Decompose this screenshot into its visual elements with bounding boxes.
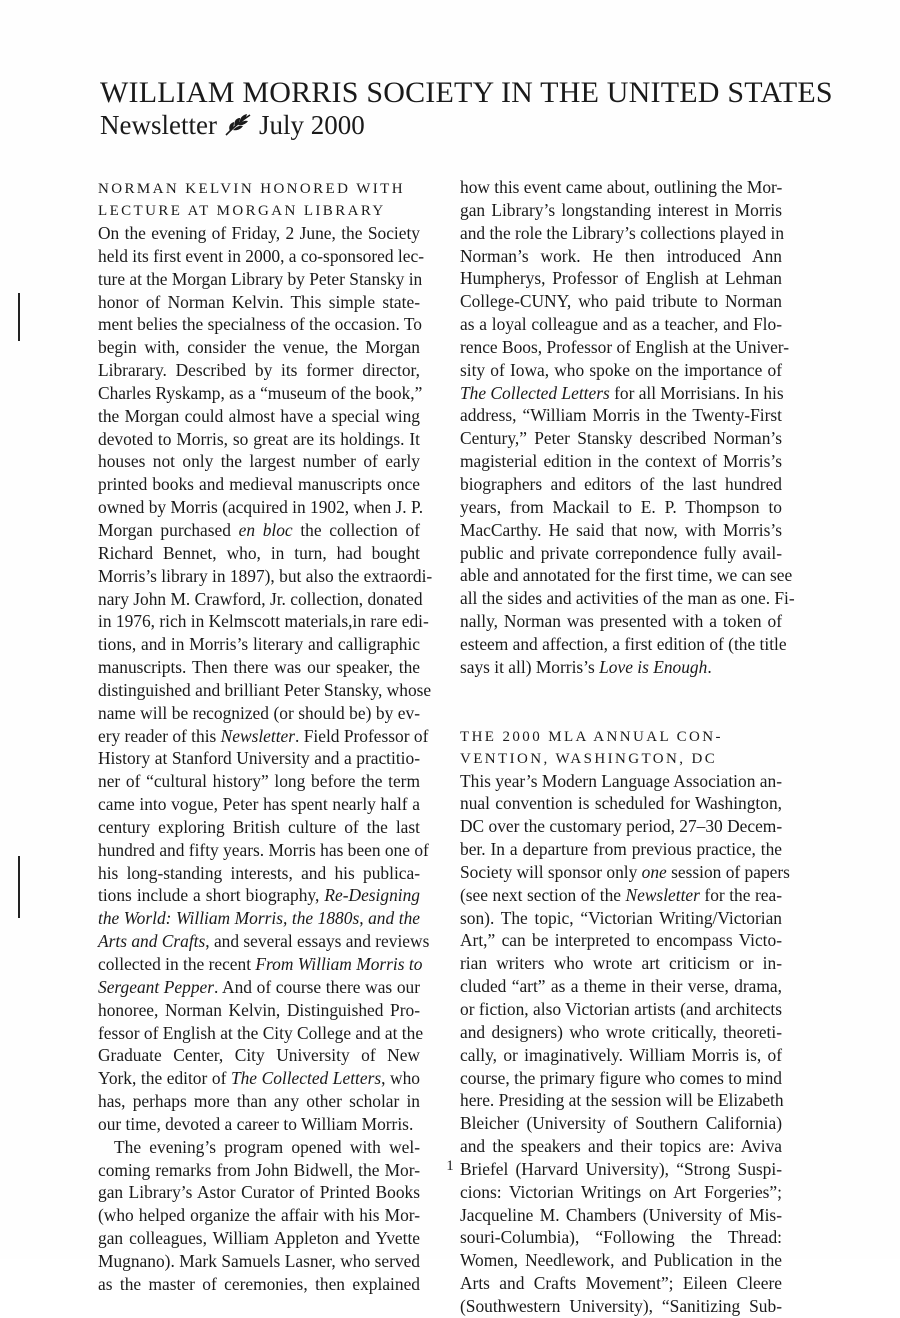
article-body-kelvin (98, 222, 433, 1296)
heading-line: THE 2000 MLA ANNUAL CON- (460, 728, 723, 745)
text-line: begin with, consider the venue, the Morgan (98, 337, 420, 358)
text-line: rence Boos, Professor of English at the Univer- (460, 336, 790, 357)
text-line: the Morgan could almost have a special wing (98, 405, 420, 426)
text-line: ner of “cultural history” long before the term (98, 771, 420, 792)
text-line: manuscripts. Then there was our speaker, the (98, 657, 420, 678)
margin-mark-top (18, 293, 20, 341)
issue-date: July 2000 (258, 110, 365, 140)
text-line: nual convention is scheduled for Washington, (460, 793, 782, 814)
newsletter-label: Newsletter (100, 110, 217, 140)
text-line: distinguished and brilliant Peter Stansky, whose (98, 679, 432, 700)
text-line: has, perhaps more than any other scholar in (98, 1091, 420, 1112)
text-line: tions include a short biography, Re-Designing (98, 885, 420, 906)
text-line: houses not only the largest number of early (98, 451, 420, 472)
page-number: 1 (446, 1158, 454, 1174)
text-line: College-CUNY, who paid tribute to Norman (460, 291, 782, 312)
text-line: This year’s Modern Language Association an- (460, 770, 782, 791)
text-line: honor of Norman Kelvin. This simple state- (98, 291, 420, 312)
text-line: Graduate Center, City University of New (98, 1045, 420, 1066)
text-line: able and annotated for the first time, we can see (460, 565, 793, 586)
text-line: devoted to Morris, so great are its holdings. It (98, 428, 420, 449)
text-line: ture at the Morgan Library by Peter Stansky in (98, 268, 423, 289)
text-line: rian writers who wrote art criticism or in- (460, 953, 782, 974)
leaf-ornament-icon (224, 113, 252, 137)
left-column (98, 178, 433, 1296)
text-line: On the evening of Friday, 2 June, the Society (98, 223, 420, 243)
text-line: his long-standing interests, and his publica- (98, 862, 420, 883)
text-line: (Southwestern University), “Sanitizing Sub- (460, 1295, 782, 1316)
text-line: nally, Norman was presented with a token of (460, 611, 782, 632)
text-line: gan Library’s longstanding interest in Morris (460, 199, 782, 220)
right-column (460, 176, 795, 1318)
text-line: Charles Ryskamp, as a “museum of the book,” (98, 382, 423, 403)
masthead (100, 76, 833, 140)
text-line: says it all) Morris’s Love is Enough. (460, 656, 712, 677)
masthead-title: WILLIAM MORRIS SOCIETY IN THE UNITED STATES (100, 76, 833, 109)
text-line: and the speakers and their topics are: Aviva (460, 1136, 782, 1157)
text-line: ber. In a departure from previous practice, the (460, 839, 782, 860)
text-line: cluded “art” as a theme in their verse, drama, (460, 976, 782, 997)
text-line: Bleicher (University of Southern California) (460, 1113, 782, 1134)
text-line: magisterial edition in the context of Morris’s (460, 451, 782, 472)
text-line: collected in the recent From William Morris to (98, 954, 423, 974)
text-line: Jacqueline M. Chambers (University of Mis- (460, 1204, 782, 1225)
text-line: coming remarks from John Bidwell, the Mor- (98, 1159, 420, 1180)
text-line: Morris’s library in 1897), but also the extraordi- (98, 565, 433, 586)
text-line: our time, devoted a career to William Morris. (98, 1113, 414, 1134)
text-line: and the role the Library’s collections played in (460, 222, 785, 243)
text-line: Art,” can be interpreted to encompass Victo- (460, 930, 782, 951)
text-line: as the master of ceremonies, then explained (98, 1273, 420, 1294)
text-line: Morgan purchased en bloc the collection of (98, 519, 421, 540)
text-line: York, the editor of The Collected Letters, who (98, 1068, 420, 1089)
text-line: years, from Mackail to E. P. Thompson to (460, 496, 782, 517)
text-line: gan colleagues, William Appleton and Yvette (98, 1228, 420, 1249)
text-line: came into vogue, Peter has spent nearly half a (98, 794, 420, 815)
text-line: printed books and medieval manuscripts once (98, 474, 420, 495)
text-line: sity of Iowa, who spoke on the importance of (460, 359, 782, 380)
text-line: DC over the customary period, 27–30 Decem- (460, 816, 783, 837)
masthead-subtitle (100, 110, 820, 140)
text-line: Mugnano). Mark Samuels Lasner, who served (98, 1250, 420, 1271)
text-line: The Collected Letters for all Morrisians. In his (460, 382, 784, 403)
text-line: History at Stanford University and a practitio- (98, 748, 420, 769)
text-line: Humpherys, Professor of English at Lehman (460, 268, 782, 289)
text-line: fessor of English at the City College and at the (98, 1022, 424, 1043)
text-line: souri-Columbia), “Following the Thread: (460, 1227, 782, 1248)
text-line: Century,” Peter Stansky described Norman’s (460, 428, 782, 449)
article-body-kelvin-continued (460, 176, 795, 679)
text-line: Women, Needlework, and Publication in the (460, 1250, 782, 1271)
article-body-mla (460, 770, 790, 1318)
heading-line: VENTION, WASHINGTON, DC (460, 750, 718, 767)
text-line: here. Presiding at the session will be Elizabeth (460, 1090, 784, 1111)
text-line: public and private correpondence fully avail- (460, 542, 782, 563)
text-line: hundred and fifty years. Morris has been one of (98, 839, 429, 860)
text-line: the World: William Morris, the 1880s, and the (98, 908, 420, 929)
text-line: as a loyal colleague and as a teacher, and Flo- (460, 314, 782, 335)
text-line: MacCarthy. He said that now, with Morris’s (460, 519, 782, 540)
text-line: how this event came about, outlining the Mor- (460, 177, 783, 197)
text-line: Society will sponsor only one session of papers (460, 861, 790, 882)
text-line: name will be recognized (or should be) by ev- (98, 702, 420, 723)
text-line: century exploring British culture of the last (98, 816, 420, 837)
text-line: and designers) who wrote critically, theoreti- (460, 1021, 782, 1042)
text-line: (who helped organize the affair with his Mor- (98, 1205, 420, 1226)
text-line: (see next section of the Newsletter for the rea- (460, 884, 782, 905)
text-line: or fiction, also Victorian artists (and architects (460, 999, 782, 1019)
text-line: in 1976, rich in Kelmscott materials,in rare edi- (98, 611, 429, 632)
text-line: nary John M. Crawford, Jr. collection, donated (98, 588, 423, 609)
text-line: ery reader of this Newsletter. Field Professor of (98, 725, 429, 746)
text-line: gan Library’s Astor Curator of Printed Books (98, 1182, 420, 1203)
text-line: address, “William Morris in the Twenty-First (460, 405, 782, 426)
text-line: Richard Bennet, who, in turn, had bought (98, 542, 420, 563)
text-line: honoree, Norman Kelvin, Distinguished Pro- (98, 999, 420, 1020)
text-line: Arts and Crafts Movement”; Eileen Cleere (460, 1273, 782, 1294)
heading-line: LECTURE AT MORGAN LIBRARY (98, 203, 386, 219)
text-line: Librarary. Described by its former director, (98, 360, 420, 381)
text-line: biographers and editors of the last hundred (460, 473, 782, 494)
text-line: Sergeant Pepper. And of course there was our (98, 976, 420, 997)
text-line: The evening’s program opened with wel- (114, 1136, 420, 1157)
article-heading-mla (460, 726, 782, 770)
text-line: held its first event in 2000, a co-sponsored lec- (98, 245, 424, 266)
text-line: Briefel (Harvard University), “Strong Suspi- (460, 1158, 782, 1179)
text-line: tions, and in Morris’s literary and calligraphic (98, 634, 420, 655)
text-line: owned by Morris (acquired in 1902, when J. P. (98, 497, 424, 518)
heading-line: NORMAN KELVIN HONORED WITH (98, 181, 405, 197)
text-line: all the sides and activities of the man as one. Fi- (460, 588, 795, 609)
text-line: Norman’s work. He then introduced Ann (460, 245, 782, 266)
article-heading-kelvin (98, 178, 420, 222)
text-line: Arts and Crafts, and several essays and reviews (98, 931, 430, 952)
text-line: ment belies the specialness of the occasion. To (98, 314, 422, 335)
margin-mark-bottom (18, 856, 20, 918)
text-line: cions: Victorian Writings on Art Forgeries”; (460, 1181, 782, 1202)
text-line: course, the primary figure who comes to mind (460, 1067, 782, 1088)
text-line: son). The topic, “Victorian Writing/Victorian (460, 907, 782, 928)
text-line: esteem and affection, a first edition of (the title (460, 633, 787, 654)
text-line: cally, or imaginatively. William Morris is, of (460, 1044, 782, 1065)
